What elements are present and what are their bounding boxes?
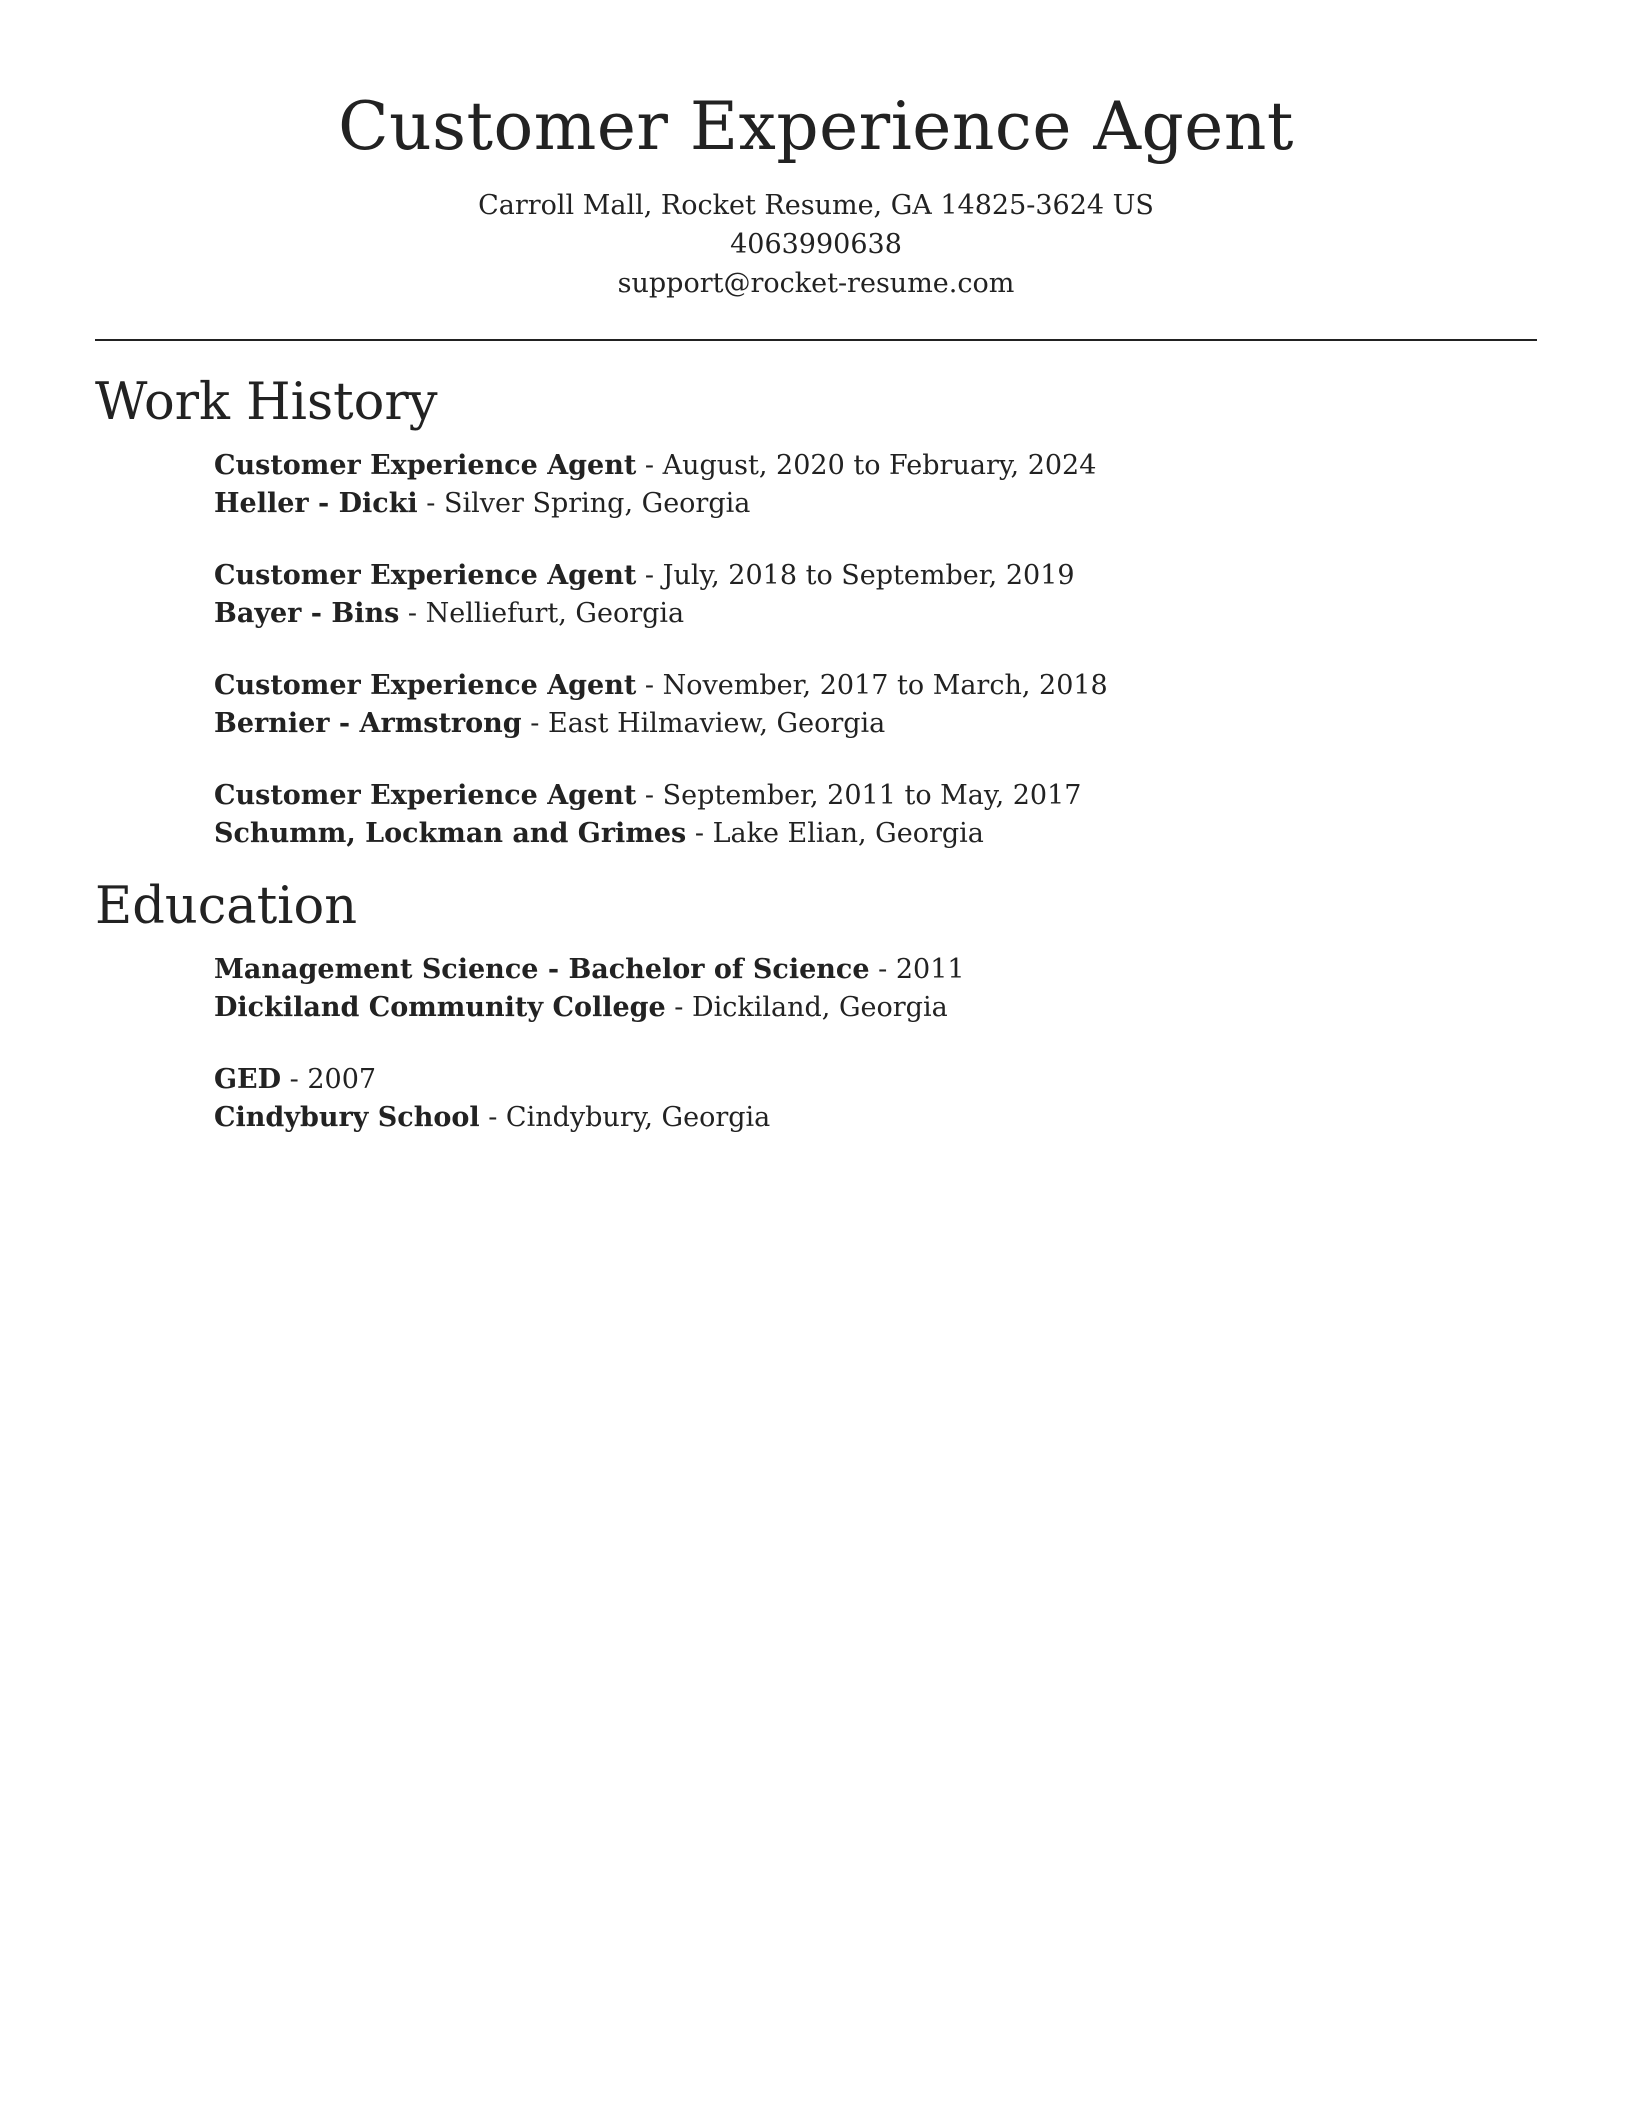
education-year: 2007: [307, 1064, 377, 1095]
header-divider: [95, 339, 1537, 341]
education-degree-line: GED - 2007: [214, 1064, 377, 1095]
work-entry: [214, 447, 1537, 523]
work-entry-title-line: Customer Experience Agent - September, 2011 to May, 2017: [214, 780, 1082, 811]
work-entry-title-line: Customer Experience Agent - July, 2018 to September, 2019: [214, 560, 1075, 591]
education-location: Dickiland, Georgia: [692, 992, 948, 1023]
education-school-line: Cindybury School - Cindybury, Georgia: [214, 1102, 771, 1133]
work-location: Silver Spring, Georgia: [443, 488, 751, 519]
work-location: Lake Elian, Georgia: [712, 818, 984, 849]
work-entry-company-line: Bayer - Bins - Nelliefurt, Georgia: [214, 598, 685, 629]
work-location: East Hilmaview, Georgia: [547, 708, 886, 739]
work-position: Customer Experience Agent: [214, 560, 637, 591]
education-degree-line: Management Science - Bachelor of Science - 2011: [214, 954, 965, 985]
work-location: Nelliefurt, Georgia: [425, 598, 685, 629]
work-company: Bernier - Armstrong: [214, 708, 522, 739]
work-entry: [214, 667, 1537, 743]
work-entry-company-line: Bernier - Armstrong - East Hilmaview, Georgia: [214, 708, 886, 739]
work-entry-company-line: Heller - Dicki - Silver Spring, Georgia: [214, 488, 751, 519]
education-school: Cindybury School: [214, 1102, 480, 1133]
education-degree: GED: [214, 1064, 282, 1095]
candidate-name: Customer Experience Agent: [338, 88, 1294, 165]
education-entry: [214, 1061, 1537, 1137]
work-dates: November, 2017 to March, 2018: [662, 670, 1108, 701]
work-entry: [214, 557, 1537, 633]
work-company: Schumm, Lockman and Grimes: [214, 818, 687, 849]
work-position: Customer Experience Agent: [214, 450, 637, 481]
work-entry-title-line: Customer Experience Agent - August, 2020 to February, 2024: [214, 450, 1097, 481]
work-position: Customer Experience Agent: [214, 780, 637, 811]
work-entry-title-line: Customer Experience Agent - November, 2017 to March, 2018: [214, 670, 1108, 701]
work-dates: August, 2020 to February, 2024: [662, 450, 1097, 481]
work-entry: [214, 777, 1537, 853]
work-dates: July, 2018 to September, 2019: [662, 560, 1075, 591]
education-degree: Management Science - Bachelor of Science: [214, 954, 870, 985]
contact-address: Carroll Mall, Rocket Resume, GA 14825-3624 US: [478, 190, 1154, 221]
education-school-line: Dickiland Community College - Dickiland, Georgia: [214, 992, 948, 1023]
education-school: Dickiland Community College: [214, 992, 666, 1023]
education-heading: Education: [95, 877, 358, 936]
work-company: Bayer - Bins: [214, 598, 400, 629]
work-history-heading: Work History: [95, 373, 438, 432]
work-entry-company-line: Schumm, Lockman and Grimes - Lake Elian, Georgia: [214, 818, 984, 849]
work-position: Customer Experience Agent: [214, 670, 637, 701]
contact-email: support@rocket-resume.com: [617, 268, 1015, 299]
work-company: Heller - Dicki: [214, 488, 418, 519]
education-entry: [214, 951, 1537, 1027]
education-location: Cindybury, Georgia: [505, 1102, 771, 1133]
work-dates: September, 2011 to May, 2017: [662, 780, 1082, 811]
work-history-list: [95, 447, 1537, 853]
education-year: 2011: [895, 954, 965, 985]
resume-header: [95, 0, 1537, 303]
education-list: [95, 951, 1537, 1137]
contact-phone: 4063990638: [730, 229, 902, 260]
contact-info: [95, 186, 1537, 303]
